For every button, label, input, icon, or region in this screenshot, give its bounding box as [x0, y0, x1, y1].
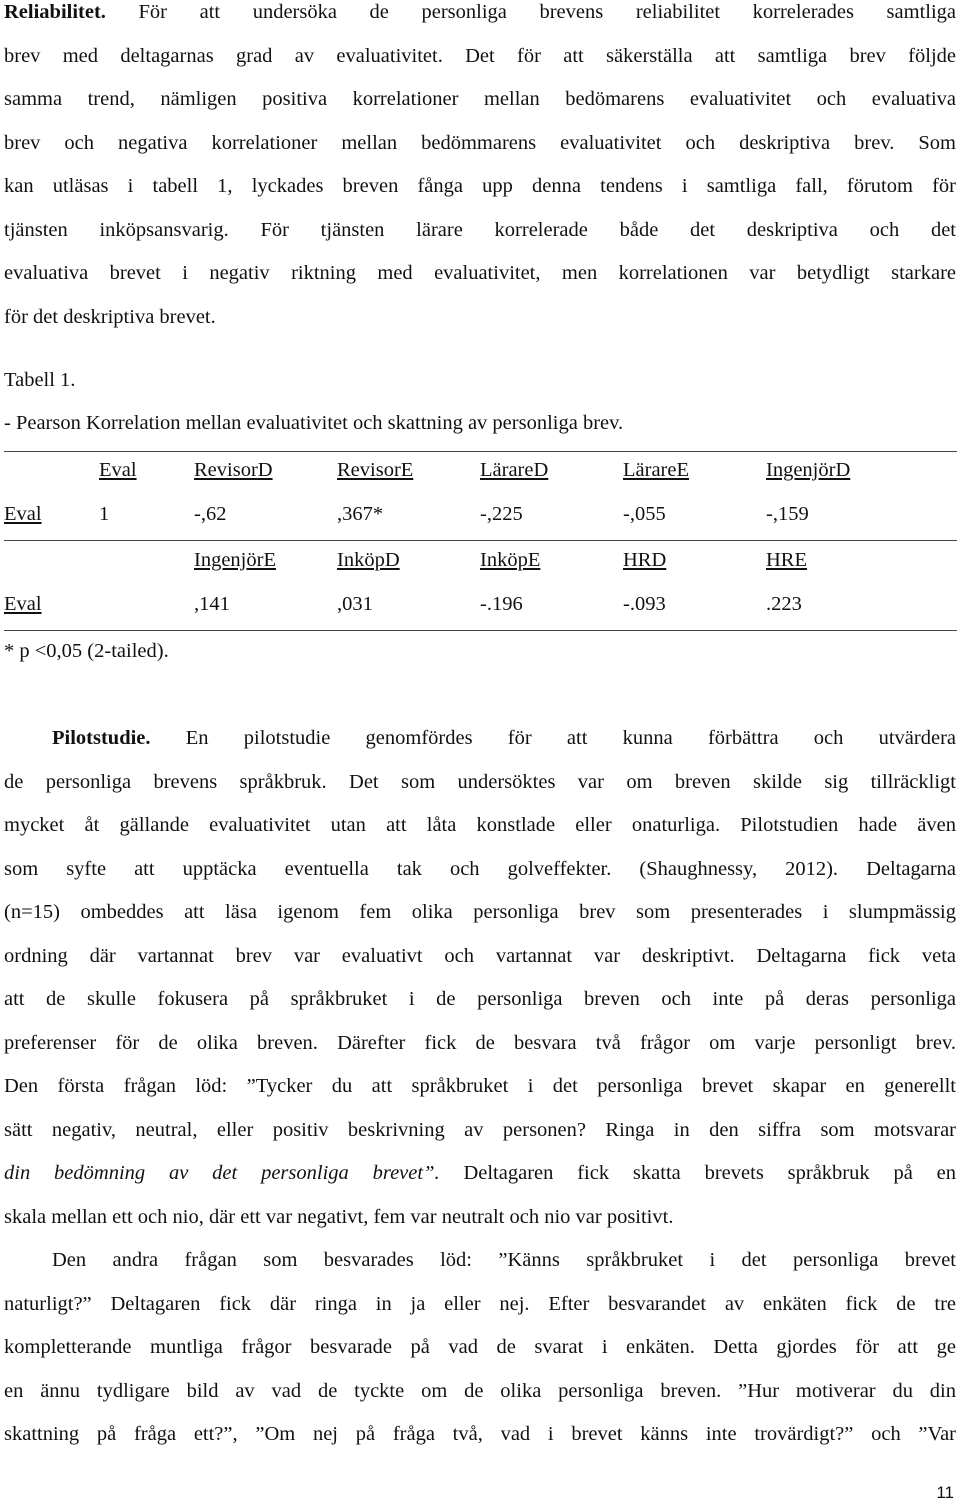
pilot-line: (n=15) ombeddes att läsa igenom fem olika personliga brev som presenterades i slumpmässig: [4, 901, 956, 923]
table-cell: -,159: [766, 503, 809, 525]
table-footnote: * p <0,05 (2-tailed).: [4, 640, 169, 662]
reliability-line-6: tjänsten inköpsansvarig. För tjänsten lärare korrelerade både det deskriptiva och det: [4, 218, 956, 241]
table-cell: -.093: [623, 593, 666, 615]
second-para-line: skattning på fråga ett?”, ”Om nej på fråga två, vad i brevet känns inte trovärdigt?” och ”Var: [4, 1423, 956, 1445]
reliability-line-8: för det deskriptiva brevet.: [4, 305, 216, 328]
col-header: InköpE: [480, 549, 541, 571]
table-cell: -,055: [623, 503, 666, 525]
row-label: Eval: [4, 503, 42, 525]
pilot-line-1: Pilotstudie. En pilotstudie genomfördes för att kunna förbättra och utvärdera: [52, 727, 956, 749]
pilot-line: ordning där vartannat brev var evaluativt och vartannat var deskriptivt. Deltagarna fick veta: [4, 944, 956, 967]
reliability-heading: Reliabilitet.: [4, 1, 106, 23]
reliability-line-7: evaluativa brevet i negativ riktning med evaluativitet, men korrelationen var betydligt starkare: [4, 262, 956, 284]
col-header: RevisorD: [194, 459, 273, 481]
second-para-line: kompletterande muntliga frågor besvarade på vad de svarat i enkäten. Detta gjordes för att ge: [4, 1336, 956, 1358]
table-cell: -,62: [194, 503, 227, 525]
col-header: LärareE: [623, 459, 689, 481]
pilot-line: sätt negativ, neutral, eller positiv beskrivning av personen? Ringa in den siffra som motsvarar: [4, 1118, 956, 1141]
reliability-line-4: brev och negativa korrelationer mellan bedömmarens evaluativitet och deskriptiva brev. Som: [4, 131, 956, 154]
pilot-heading: Pilotstudie.: [52, 727, 151, 749]
table-cell: .223: [766, 593, 802, 615]
page-number: 11: [936, 1483, 954, 1502]
pilot-paragraph: [4, 720, 956, 1460]
table-caption: - Pearson Korrelation mellan evaluativitet och skattning av personliga brev.: [4, 412, 624, 434]
col-header: Eval: [99, 459, 137, 481]
table-cell: ,031: [337, 593, 373, 615]
table-title: Tabell 1.: [4, 369, 76, 391]
col-header: IngenjörE: [194, 549, 276, 571]
pilot-line-italic: din bedömning av det personliga brevet”. Deltagaren fick skatta brevets språkbruk på en: [4, 1162, 957, 1184]
italic-phrase: din bedömning av det personliga brevet”.: [4, 1162, 440, 1184]
col-header: IngenjörD: [766, 459, 851, 481]
reliability-line-5: kan utläsas i tabell 1, lyckades breven fånga upp denna tendens i samtliga fall, förutom för: [4, 175, 956, 197]
table-top-rule: [4, 451, 957, 452]
col-header: HRE: [766, 549, 807, 571]
pilot-line: som syfte att upptäcka eventuella tak och golveffekter. (Shaughnessy, 2012). Deltagarna: [4, 857, 956, 880]
pilot-line: att de skulle fokusera på språkbruket i de personliga breven och inte på deras personliga: [4, 988, 956, 1010]
table-cell: -.196: [480, 593, 523, 615]
second-para-line: en ännu tydligare bild av vad de tyckte om de olika personliga breven. ”Hur motiverar du din: [4, 1379, 956, 1402]
table-cell: ,141: [194, 593, 230, 615]
col-header: RevisorE: [337, 459, 414, 481]
table-cell: -,225: [480, 503, 523, 525]
row-label: Eval: [4, 593, 42, 615]
reliability-paragraph: [4, 0, 956, 342]
pilot-line: de personliga brevens språkbruk. Det som undersöktes var om breven skilde sig tillräckligt: [4, 770, 956, 793]
pilot-line: preferenser för de olika breven. Därefter fick de besvara två frågor om varje personligt brev.: [4, 1031, 956, 1054]
table-cell: ,367*: [337, 503, 384, 525]
second-para-line-1: Den andra frågan som besvarades löd: ”Känns språkbruket i det personliga brevet: [52, 1249, 956, 1271]
pilot-line: Den första frågan löd: ”Tycker du att språkbruket i det personliga brevet skapar en generellt: [4, 1075, 956, 1097]
reliability-line-2: brev med deltagarnas grad av evaluativitet. Det för att säkerställa att samtliga brev följde: [4, 44, 956, 67]
table-cell: 1: [99, 503, 110, 525]
table-bottom-rule: [4, 630, 957, 631]
pilot-line-scale: skala mellan ett och nio, där ett var negativt, fem var neutralt och nio var positivt.: [4, 1205, 674, 1228]
col-header: InköpD: [337, 549, 400, 571]
col-header: LärareD: [480, 459, 549, 481]
table-mid-rule: [4, 540, 957, 541]
reliability-line-3: samma trend, nämligen positiva korrelationer mellan bedömarens evaluativitet och evaluativa: [4, 88, 956, 110]
col-header: HRD: [623, 549, 667, 571]
reliability-line-1: Reliabilitet. För att undersöka de personliga brevens reliabilitet korrelerades samtliga: [4, 1, 957, 23]
pilot-line: mycket åt gällande evaluativitet utan att låta konstlade eller onaturliga. Pilotstudien hade även: [4, 814, 956, 836]
second-para-line: naturligt?” Deltagaren fick där ringa in ja eller nej. Efter besvarandet av enkäten fick de tre: [4, 1292, 956, 1315]
